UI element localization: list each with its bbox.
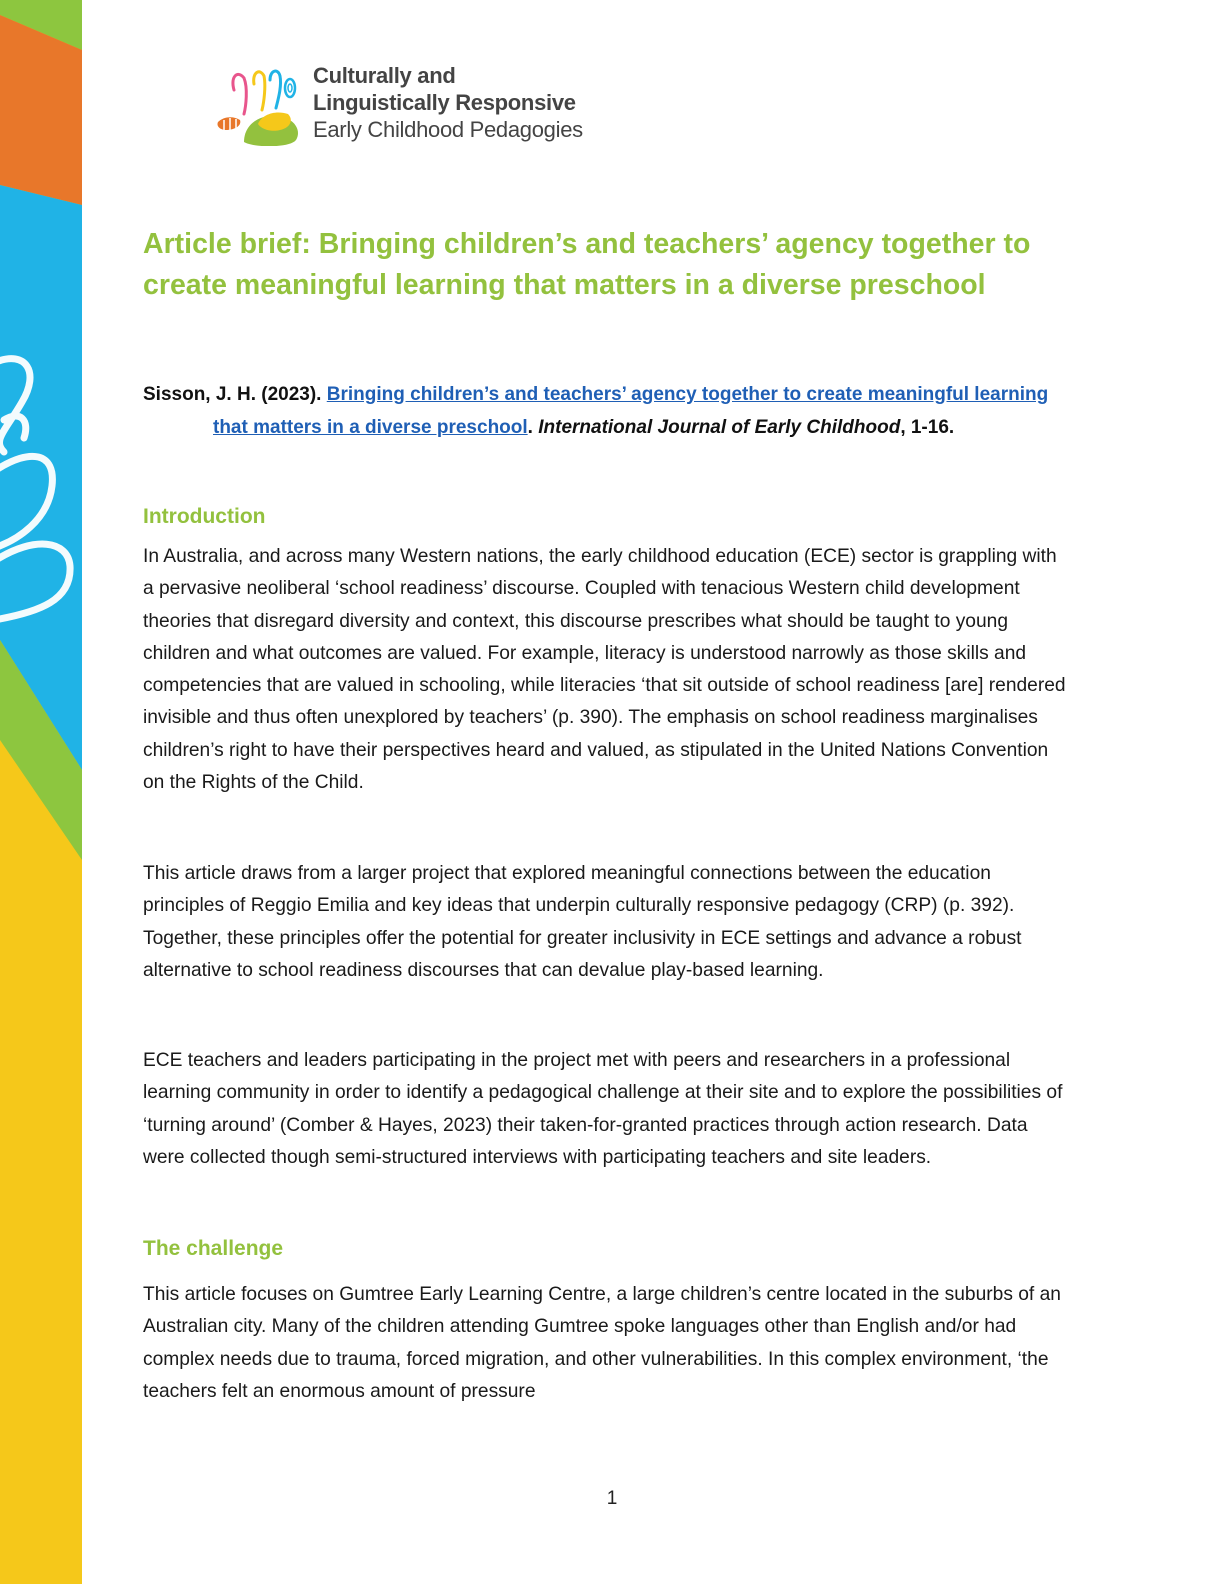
citation-authors: Sisson, J. H. (2023). (143, 384, 322, 405)
challenge-paragraph-1: This article focuses on Gumtree Early Learning Centre, a large children’s centre located in the suburbs of an Australian city. Many of the children attending Gumtree spoke languages other than English and/or had complex needs due to trauma, forced migration, and other vulnerabilities. In this complex environment, ‘the teachers felt an enormous amount of pressure (143, 1284, 1061, 1402)
page-number: 1 (606, 1488, 618, 1509)
decorative-side-band (0, 0, 82, 1584)
article-link[interactable]: Bringing children’s and teachers’ agency together to create meaningful learning that matters in a diverse preschool (213, 384, 1049, 438)
intro-paragraph-3: ECE teachers and leaders participating in the project met with peers and researchers in a professional learning community in order to identify a pedagogical challenge at their site and to explore the possibilities of ‘turning around’ (Comber & Hayes, 2023) their taken-for-granted practices through action research. Data were collected though semi-structured interviews with participating teachers and site leaders. (143, 1050, 1063, 1168)
logo-line-3: Early Childhood Pedagogies (313, 117, 583, 142)
heading-challenge: The challenge (143, 1237, 284, 1260)
intro-paragraph-1: In Australia, and across many Western nations, the early childhood education (ECE) sector is grappling with a pervasive neoliberal ‘school readiness’ discourse. Coupled with tenacious Western child development theories that disregard diversity and context, this discourse prescribes what should be taught to young children and what outcomes are valued. For example, literacy is understood narrowly as those skills and competencies that are valued in schooling, while literacies ‘that sit outside of school readiness [are] rendered invisible and thus often unexplored by teachers’ (p. 390). The emphasis on school readiness marginalises children’s right to have their perspectives heard and valued, as stipulated in the United Nations Convention on the Rights of the Child. (143, 546, 1066, 794)
citation (143, 378, 1063, 444)
logo-line-1: Culturally and (313, 63, 456, 88)
citation-period: . (527, 417, 533, 438)
heading-introduction: Introduction (143, 505, 266, 528)
logo-line-2: Linguistically Responsive (313, 90, 576, 115)
citation-pages: , 1-16. (900, 417, 955, 438)
article-title: Article brief: Bringing children’s and teachers’ agency together to create meaningful learning that matters in a diverse preschool (143, 228, 1031, 301)
intro-paragraph-2: This article draws from a larger project that explored meaningful connections between the education principles of Reggio Emilia and key ideas that underpin culturally responsive pedagogy (CRP) (p. 392). Together, these principles offer the potential for greater inclusivity in ECE settings and advance a robust alternative to school readiness discourses that can devalue play-based learning. (143, 863, 1022, 981)
brand-logo (214, 62, 614, 152)
hand-print-logo-icon (214, 64, 306, 146)
journal-name: International Journal of Early Childhood (538, 417, 901, 438)
